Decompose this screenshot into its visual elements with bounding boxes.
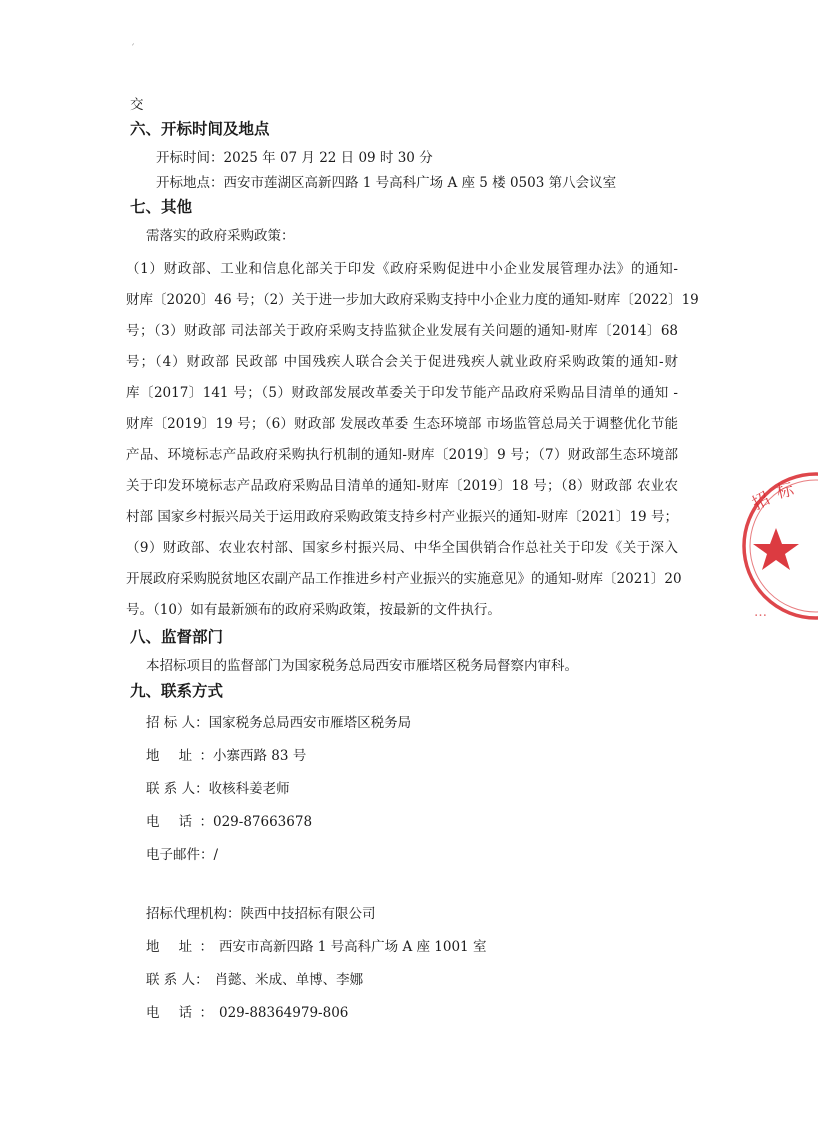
opening-place-text: 开标地点：西安市莲湖区高新四路 1 号高科广场 A 座 5 楼 0503 第八会议室 bbox=[156, 175, 617, 191]
contact-label: 招 标 人： bbox=[146, 715, 209, 731]
contact-row bbox=[146, 746, 306, 766]
policy-line: 号。（10）如有最新颁布的政府采购政策，按最新的文件执行。 bbox=[126, 602, 501, 618]
contact-label: 联 系 人： bbox=[146, 972, 209, 988]
section-9-title: 九、联系方式 bbox=[130, 682, 224, 700]
supervision-text: 本招标项目的监督部门为国家税务总局西安市雁塔区税务局督察内审科。 bbox=[146, 658, 578, 674]
policy-line: 财库〔2020〕46 号；（2）关于进一步加大政府采购支持中小企业力度的通知-财库〔2022〕19 bbox=[126, 292, 699, 308]
contact-row bbox=[146, 1003, 348, 1023]
policy-intro-text: 需落实的政府采购政策： bbox=[146, 228, 295, 244]
contact-row bbox=[146, 812, 312, 832]
policy-line: 村部 国家乡村振兴局关于运用政府采购政策支持乡村产业振兴的通知-财库〔2021〕19 号； bbox=[126, 509, 678, 525]
contact-row bbox=[146, 970, 363, 990]
contact-value: 陕西中技招标有限公司 bbox=[240, 906, 376, 922]
contact-label: 地 址： bbox=[146, 748, 213, 764]
top-fragment-text: 交 bbox=[130, 97, 144, 113]
section-6-title: 六、开标时间及地点 bbox=[130, 120, 270, 138]
contact-label: 电子邮件： bbox=[146, 847, 214, 863]
contact-value: 收核科姜老师 bbox=[208, 781, 290, 797]
contact-value: 029-88364979-806 bbox=[219, 1005, 349, 1021]
seal-char: 标 bbox=[774, 479, 796, 503]
contact-value: 西安市高新四路 1 号高科广场 A 座 1001 室 bbox=[219, 939, 487, 955]
contact-label: 电 话： bbox=[146, 814, 213, 830]
seal-char-bottom: … bbox=[754, 605, 767, 620]
contact-value: / bbox=[213, 847, 219, 863]
contact-row bbox=[146, 904, 376, 924]
contact-row bbox=[146, 937, 486, 957]
contact-label: 联 系 人： bbox=[146, 781, 209, 797]
seal-char: 招 bbox=[748, 488, 774, 515]
policy-line: 库〔2017〕141 号；（5）财政部发展改革委关于印发节能产品政府采购品目清单的通知 - bbox=[126, 385, 678, 401]
contact-row bbox=[146, 713, 411, 733]
policy-line: （1）财政部、工业和信息化部关于印发《政府采购促进中小企业发展管理办法》的通知- bbox=[126, 261, 678, 277]
contact-row bbox=[146, 779, 290, 799]
official-seal-stamp bbox=[738, 468, 818, 628]
policy-line: 号；（3）财政部 司法部关于政府采购支持监狱企业发展有关问题的通知-财库〔2014〕68 bbox=[126, 323, 678, 339]
section-8-title: 八、监督部门 bbox=[130, 628, 224, 646]
contact-value: 国家税务总局西安市雁塔区税务局 bbox=[208, 715, 412, 731]
policy-line: 号；（4）财政部 民政部 中国残疾人联合会关于促进残疾人就业政府采购政策的通知-财 bbox=[126, 354, 678, 370]
contact-value: 肖懿、米成、单博、李娜 bbox=[214, 972, 364, 988]
policy-line: 开展政府采购脱贫地区农副产品工作推进乡村产业振兴的实施意见》的通知-财库〔2021〕20 bbox=[126, 571, 682, 587]
contact-value: 029-87663678 bbox=[213, 814, 313, 830]
contact-label: 地 址： bbox=[146, 939, 213, 955]
opening-time-text: 开标时间：2025 年 07 月 22 日 09 时 30 分 bbox=[156, 150, 433, 166]
policy-line: 产品、环境标志产品政府采购执行机制的通知-财库〔2019〕9 号；（7）财政部生态环境部 bbox=[126, 447, 678, 463]
policy-line: （9）财政部、农业农村部、国家乡村振兴局、中华全国供销合作总社关于印发《关于深入 bbox=[126, 540, 678, 556]
policy-line: 财库〔2019〕19 号；（6）财政部 发展改革委 生态环境部 市场监管总局关于调整优化节能 bbox=[126, 416, 678, 432]
contact-label: 电 话： bbox=[146, 1005, 213, 1021]
contact-label: 招标代理机构： bbox=[146, 906, 241, 922]
policy-line: 关于印发环境标志产品政府采购品目清单的通知-财库〔2019〕18 号；（8）财政部 农业农 bbox=[126, 478, 678, 494]
contact-row bbox=[146, 845, 218, 865]
contact-value: 小寨西路 83 号 bbox=[213, 748, 307, 764]
scan-mark: ˊ bbox=[130, 44, 135, 55]
section-7-title: 七、其他 bbox=[130, 198, 193, 216]
